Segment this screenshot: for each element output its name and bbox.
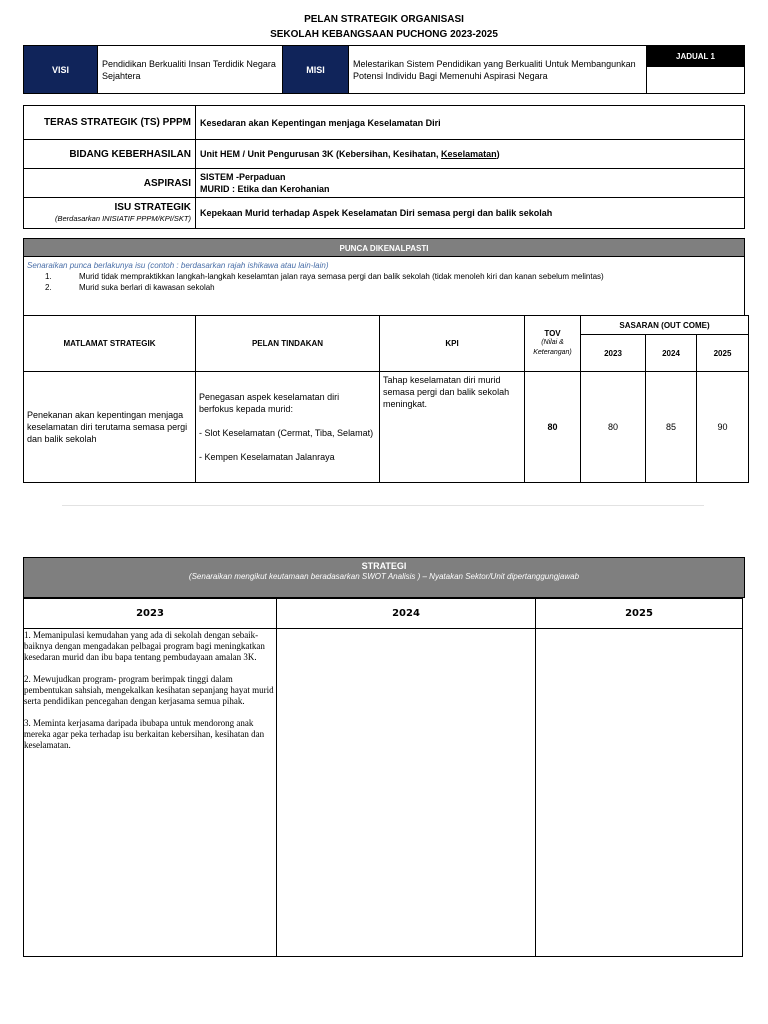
visi-misi-table xyxy=(23,45,745,94)
jadual-cell xyxy=(647,46,745,94)
punca-item-text: Murid suka berlari di kawasan sekolah xyxy=(79,283,215,292)
matlamat-header: MATLAMAT STRATEGIK xyxy=(24,316,196,372)
jadual-label: JADUAL 1 xyxy=(647,46,744,67)
bidang-value-underlined: Keselamatan xyxy=(441,149,497,159)
visi-text: Pendidikan Berkualiti Insan Terdidik Negara Sejahtera xyxy=(98,46,283,94)
aspirasi-value xyxy=(196,169,745,198)
strategi-2024-cell xyxy=(277,629,536,957)
visi-label: VISI xyxy=(24,46,98,94)
strategi-item: 2. Mewujudkan program- program berimpak tinggi dalam pembentukan sahsiah, mengekalkan kesihatan sepanjang hayat murid serta pendidikan pencegahan dengan kerjasama semua pihak. xyxy=(24,674,274,706)
punca-heading: PUNCA DIKENALPASTI xyxy=(23,238,745,257)
pelan-line-3: - Kempen Keselamatan Jalanraya xyxy=(199,452,335,462)
list-item xyxy=(45,283,741,292)
sasaran-header: SASARAN (OUT COME) xyxy=(581,316,749,335)
aspirasi-label: ASPIRASI xyxy=(24,169,196,198)
misi-text: Melestarikan Sistem Pendidikan yang Berkualiti Untuk Membangunkan Potensi Individu Bagi Memenuhi Aspirasi Negara xyxy=(349,46,647,94)
aspirasi-line-1: SISTEM -Perpaduan xyxy=(200,172,286,182)
target-2024: 85 xyxy=(646,372,697,483)
page-subtitle: SEKOLAH KEBANGSAAN PUCHONG 2023-2025 xyxy=(270,29,498,40)
bidang-value xyxy=(196,140,745,169)
pelan-header: PELAN TINDAKAN xyxy=(196,316,380,372)
punca-intro: Senaraikan punca berlakunya isu (contoh : berdasarkan rajah ishikawa atau lain-lain) xyxy=(27,261,329,270)
divider xyxy=(62,505,704,506)
isu-label: ISU STRATEGIK xyxy=(114,202,191,213)
strategi-item: 1. Memanipulasi kemudahan yang ada di sekolah dengan sebaik-baiknya dengan mengadakan pelbagai program bagi meningkatkan kesedaran murid dan ibu bapa tentang pembudayaan amalan 3K. xyxy=(24,630,265,662)
year-2025-header: 2025 xyxy=(697,335,749,372)
kpi-header: KPI xyxy=(380,316,525,372)
strategi-year-2023: 2023 xyxy=(24,599,277,629)
target-2025: 90 xyxy=(697,372,749,483)
punca-item-text: Murid tidak mempraktikkan langkah-langkah keselamtan jalan raya semasa pergi dan balik sekolah (tidak menoleh kiri dan kanan sebelum melintas) xyxy=(79,272,604,281)
tov-header-cell xyxy=(525,316,581,372)
info-table xyxy=(23,105,745,229)
bidang-value-pre: Unit HEM / Unit Pengurusan 3K (Kebersihan, Kesihatan, xyxy=(200,149,442,159)
year-2024-header: 2024 xyxy=(646,335,697,372)
kpi-value: Tahap keselamatan diri murid semasa pergi dan balik sekolah meningkat. xyxy=(380,372,525,483)
strategi-year-2024: 2024 xyxy=(277,599,536,629)
strategi-year-2025: 2025 xyxy=(536,599,743,629)
strategi-table xyxy=(23,598,743,957)
target-2023: 80 xyxy=(581,372,646,483)
tov-header: TOV xyxy=(544,329,561,338)
strategi-item: 3. Meminta kerjasama daripada ibubapa untuk mendorong anak mereka agar peka terhadap isu berkaitan kebersihan, kesihatan dan keselamatan. xyxy=(24,718,265,750)
punca-section xyxy=(23,257,745,316)
jadual-value xyxy=(647,67,744,93)
matlamat-value: Penekanan akan kepentingan menjaga keselamatan diri terutama semasa pergi dan balik sekolah xyxy=(24,372,196,483)
misi-label: MISI xyxy=(283,46,349,94)
bidang-value-post: ) xyxy=(496,149,500,159)
aspirasi-line-2: MURID : Etika dan Kerohanian xyxy=(200,184,330,194)
teras-label: TERAS STRATEGIK (TS) PPPM xyxy=(24,106,196,140)
isu-sublabel: (Berdasarkan INISIATIF PPPM/KPI/SKT) xyxy=(54,214,191,223)
punca-item-number: 1. xyxy=(45,272,52,281)
pelan-value xyxy=(196,372,380,483)
year-2023-header: 2023 xyxy=(581,335,646,372)
bidang-label: BIDANG KEBERHASILAN xyxy=(24,140,196,169)
strategi-2023-cell xyxy=(24,629,277,957)
strategi-2025-cell xyxy=(536,629,743,957)
list-item xyxy=(45,272,741,281)
pelan-line-2: - Slot Keselamatan (Cermat, Tiba, Selamat) xyxy=(199,428,374,438)
punca-item-number: 2. xyxy=(45,283,52,292)
strategi-heading xyxy=(23,557,745,598)
tov-value: 80 xyxy=(525,372,581,483)
isu-value: Kepekaan Murid terhadap Aspek Keselamatan Diri semasa pergi dan balik sekolah xyxy=(196,198,745,229)
pelan-line-1: Penegasan aspek keselamatan diri berfokus kepada murid: xyxy=(199,392,340,414)
strategi-subtitle: (Senaraikan mengikut keutamaan beradasarkan SWOT Analisis ) – Nyatakan Sektor/Unit dipertanggungjawab xyxy=(188,572,580,581)
matlamat-table xyxy=(23,315,749,483)
isu-label-cell xyxy=(24,198,196,229)
tov-subheader: (Nilai & Keterangan) xyxy=(533,339,572,356)
page-title: PELAN STRATEGIK ORGANISASI xyxy=(304,14,464,25)
teras-value: Kesedaran akan Kepentingan menjaga Keselamatan Diri xyxy=(196,106,745,140)
strategi-title: STRATEGI xyxy=(361,561,407,571)
